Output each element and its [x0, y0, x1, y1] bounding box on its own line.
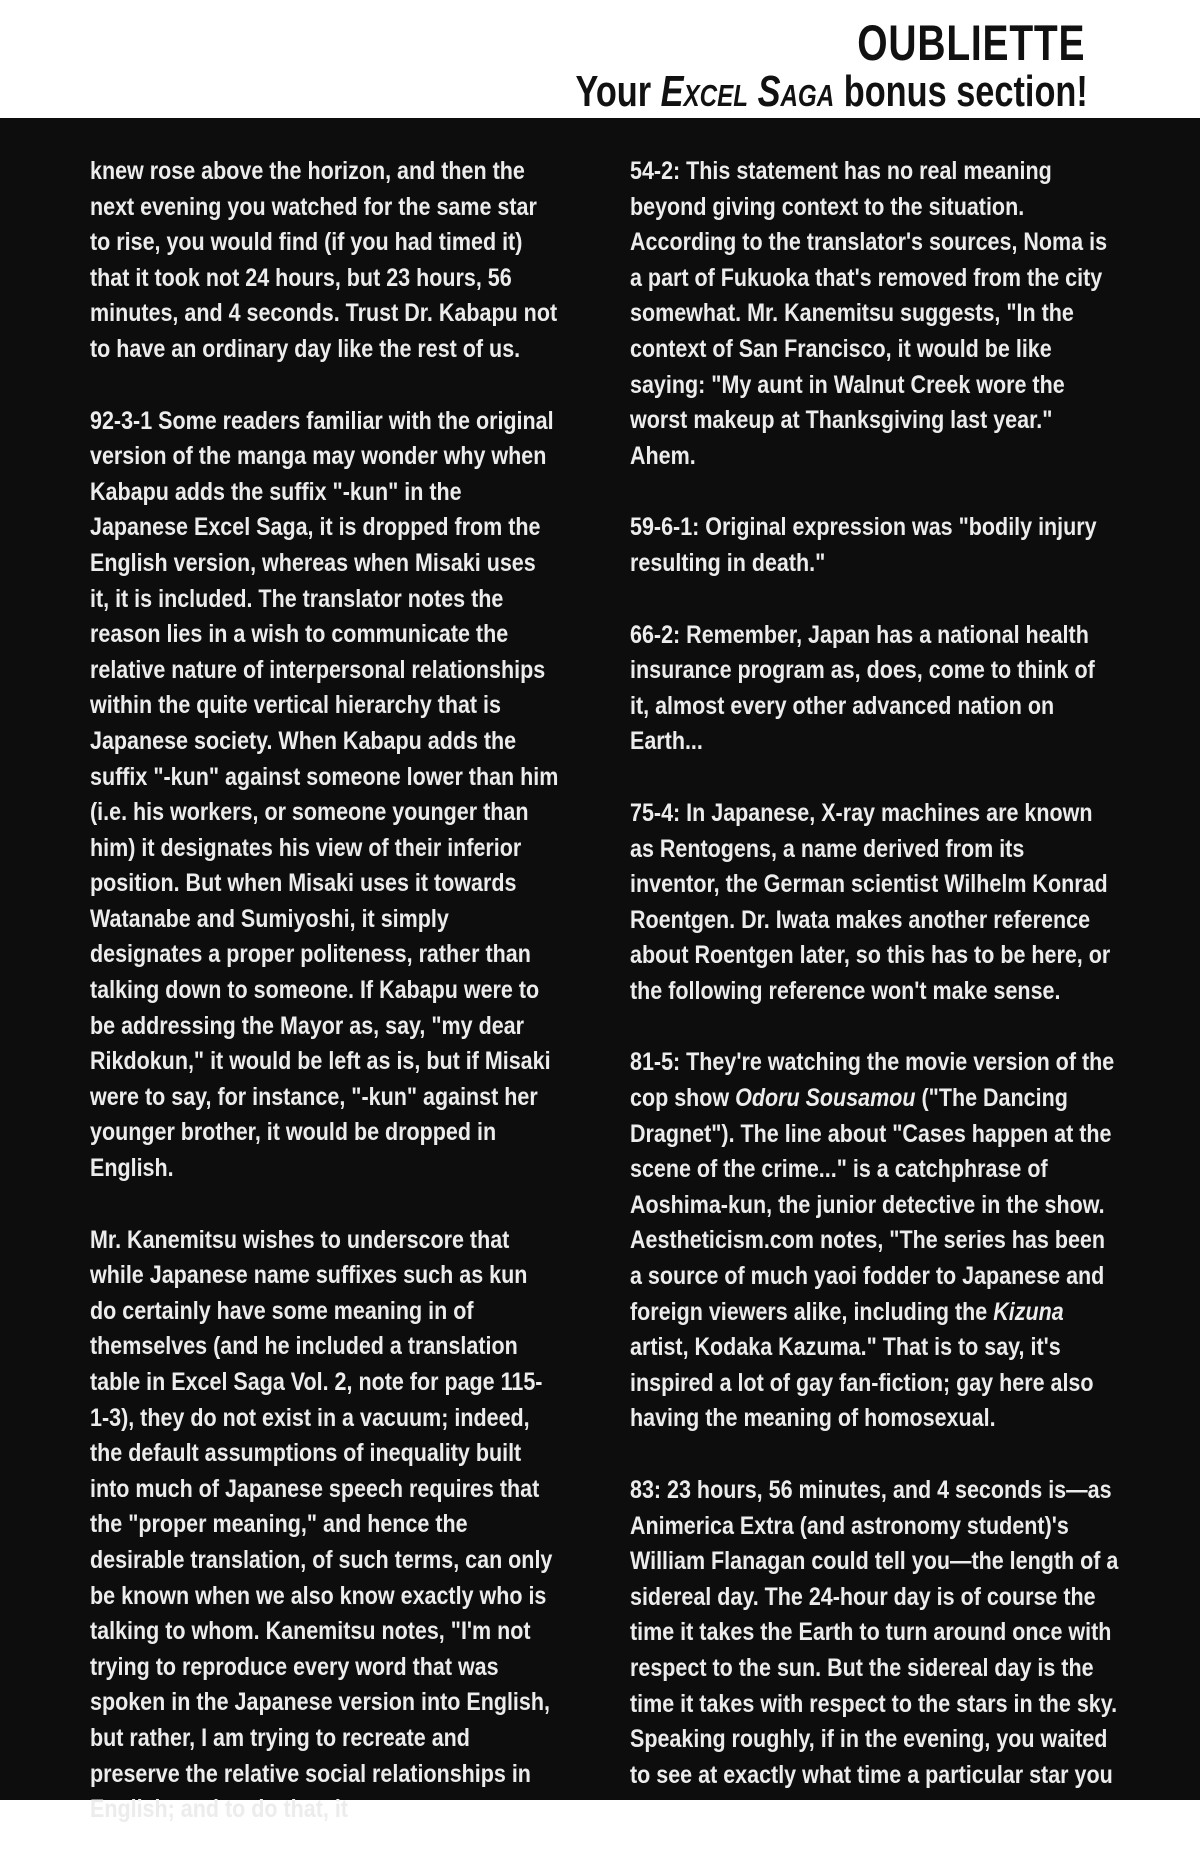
left-column — [90, 154, 560, 1864]
note-paragraph: 54-2: This statement has no real meaning beyond giving context to the situation. According to the translator's sources, Noma is a part of Fukuoka that's removed from the city somewhat. Mr. Kanemitsu suggests, "In the context of San Francisco, it would be like saying: "My aunt in Walnut Creek wore the worst makeup at Thanksgiving last year." Ahem. — [630, 157, 1108, 470]
notes-panel — [0, 118, 1200, 1824]
note-paragraph: 59-6-1: Original expression was "bodily injury resulting in death." — [630, 513, 1097, 577]
right-column — [630, 154, 1120, 1829]
page-header — [0, 0, 1200, 118]
note-paragraph: 83: 23 hours, 56 minutes, and 4 seconds is—as Animerica Extra (and astronomy student)'s William Flanagan could tell you—the length of a sidereal day. The 24-hour day is of course the time it takes the Earth to turn around once with respect to the sun. But the sidereal day is the time it takes with respect to the stars in the sky. Speaking roughly, if in the evening, you waited to see at exactly what time a particular star you — [630, 1476, 1119, 1789]
note-paragraph — [630, 1045, 1119, 1437]
note-title-italic: Odoru Sousamou — [735, 1084, 916, 1113]
subtitle-prefix: Your — [575, 67, 661, 116]
note-paragraph: 75-4: In Japanese, X-ray machines are known as Rentogens, a name derived from its inventor, the German scientist Wilhelm Konrad Roentgen. Dr. Iwata makes another reference about Roentgen later, so this has to be here, or the following reference won't make sense. — [630, 798, 1111, 1005]
note-paragraph: Mr. Kanemitsu wishes to underscore that while Japanese name suffixes such as kun do certainly have some meaning in of themselves (and he included a translation table in Excel Saga Vol. 2, note for page 115-1-3), they do not exist in a vacuum; indeed, the default assumptions of inequality built into much of Japanese speech requires that the "proper meaning," and hence the desirable translation, of such terms, can only be known when we also know exactly who is talking to whom. Kanemitsu notes, "I'm not trying to reproduce every word that was spoken in the Japanese version into English, but rather, I am trying to recreate and preserve the relative social relationships in English; and to do that, it — [90, 1225, 553, 1824]
note-text: ("The Dancing Dragnet"). The line about "Cases happen at the scene of the crime..." is a catchphrase of Aoshima-kun, the junior detective in the show. Aestheticism.com notes, "The series has been a source of much yaoi fodder to Japanese and foreign viewers alike, including the — [630, 1084, 1112, 1326]
note-paragraph: 92-3-1 Some readers familiar with the original version of the manga may wonder why when Kabapu adds the suffix "-kun" in the Japanese Excel Saga, it is dropped from the English version, whereas when Misaki uses it, it is included. The translator notes the reason lies in a wish to communicate the relative nature of interpersonal relationships within the quite vertical hierarchy that is Japanese society. When Kabapu adds the suffix "-kun" against someone lower than him (i.e. his workers, or someone younger than him) it designates his view of their inferior position. But when Misaki uses it towards Watanabe and Sumiyoshi, it simply designates a proper politeness, rather than talking down to someone. If Kabapu were to be addressing the Mayor as, say, "my dear Rikdokun," it would be left as is, but if Misaki were to say, for instance, "-kun" against her younger brother, it would be dropped in English. — [90, 406, 559, 1183]
section-subtitle — [575, 67, 1088, 116]
note-text: artist, Kodaka Kazuma." That is to say, it's inspired a lot of gay fan-fiction; gay here also having the meaning of homosexual. — [630, 1333, 1094, 1433]
note-text: 81-5: They're watching the movie version of the cop show — [630, 1048, 1115, 1113]
subtitle-suffix: bonus section! — [834, 67, 1088, 116]
note-paragraph: 66-2: Remember, Japan has a national health insurance program as, does, come to think of it, almost every other advanced nation on Earth... — [630, 620, 1095, 756]
note-paragraph: knew rose above the horizon, and then the next evening you watched for the same star to rise, you would find (if you had timed it) that it took not 24 hours, but 23 hours, 56 minutes, and 4 seconds. Trust Dr. Kabapu not to have an ordinary day like the rest of us. — [90, 157, 558, 363]
subtitle-book-title: Excel Saga — [660, 67, 835, 116]
note-title-italic: Kizuna — [993, 1297, 1064, 1326]
section-title: OUBLIETTE — [856, 15, 1085, 71]
